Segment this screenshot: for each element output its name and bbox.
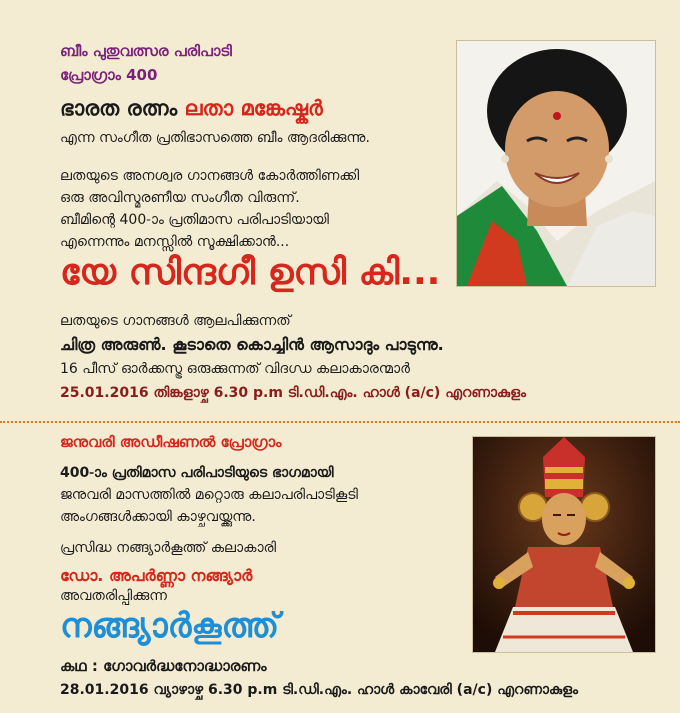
additional-line: ജനുവരി മാസത്തിൽ മറ്റൊരു കലാപരിപാടികൂടി (60, 487, 358, 503)
portrait-illustration (457, 41, 655, 286)
additional-line: 400-ാം പ്രതിമാസ പരിപാടിയുടെ ഭാഗമായി (60, 465, 334, 481)
event2-datetime: 28.01.2016 വ്യാഴാഴ്ച 6.30 p.m ടി.ഡി.എം. ഹാൾ കാവേരി (a/c) എറണാകുളം (60, 682, 578, 698)
intro-line: എന്നെന്നും മനസ്സിൽ സൂക്ഷിക്കാൻ... (60, 234, 290, 250)
section-divider (0, 421, 680, 423)
singers-intro: ലതയുടെ ഗാനങ്ങൾ ആലപിക്കുന്നത് (60, 313, 291, 329)
additional-line: അംഗങ്ങൾക്കായി കാഴ്ചവയ്ക്കുന്നു. (60, 509, 256, 525)
program-series-label: ബീം പുതുവത്സര പരിപാടി (60, 42, 232, 60)
story-line: കഥ : ഗോവർദ്ധനോദ്ധാരണം (60, 657, 267, 675)
intro-paragraph (60, 165, 359, 253)
artist-name: ഡോ. അപർണ്ണാ നങ്ങ്യാർ (60, 566, 253, 585)
intro-line: ഒരു അവിസ്മരണീയ സംഗീത വിരുന്ന്. (60, 190, 300, 206)
intro-line: ബീമിന്റെ 400-ാം പ്രതിമാസ പരിപാടിയായി (60, 212, 329, 228)
honoree-name: ലതാ മങ്കേഷ്കർ (184, 96, 323, 120)
portrait-photo (456, 40, 656, 287)
honoree-subline: എന്ന സംഗീത പ്രതിഭാസത്തെ ബീം ആദരിക്കുന്നു. (60, 130, 370, 146)
honoree-heading (60, 96, 323, 121)
orchestra-line: 16 പീസ് ഓർക്കസ്ട്ര ഒരുക്കുന്നത് വിദഗ്ധ കലാകാരന്മാർ (60, 361, 410, 377)
presents-label: അവതരിപ്പിക്കുന്ന (60, 588, 167, 604)
event-datetime: 25.01.2016 തിങ്കളാഴ്ച 6.30 p.m ടി.ഡി.എം. ഹാൾ (a/c) എറണാകുളം (60, 385, 526, 401)
honoree-title: ഭാരത രത്നം (60, 96, 178, 120)
show-title: യേ സിന്ദഗീ ഉസി കി... (60, 252, 441, 293)
program-number-label: പ്രോഗ്രാം 400 (60, 66, 158, 84)
artist-intro: പ്രസിദ്ധ നങ്ങ്യാർകൂത്ത് കലാകാരി (60, 540, 277, 556)
additional-paragraph (60, 462, 358, 528)
singers-line: ചിത്ര അരുൺ. കൂടാതെ കൊച്ചിൻ ആസാദും പാടുന്നു. (60, 335, 444, 354)
dance-show-title: നങ്ങ്യാർകൂത്ത് (60, 606, 280, 646)
dancer-photo (472, 436, 656, 653)
additional-program-heading: ജനുവരി അഡീഷണൽ പ്രോഗ്രാം (60, 433, 282, 451)
intro-line: ലതയുടെ അനശ്വര ഗാനങ്ങൾ കോർത്തിണക്കി (60, 168, 360, 184)
dancer-illustration (473, 437, 655, 652)
